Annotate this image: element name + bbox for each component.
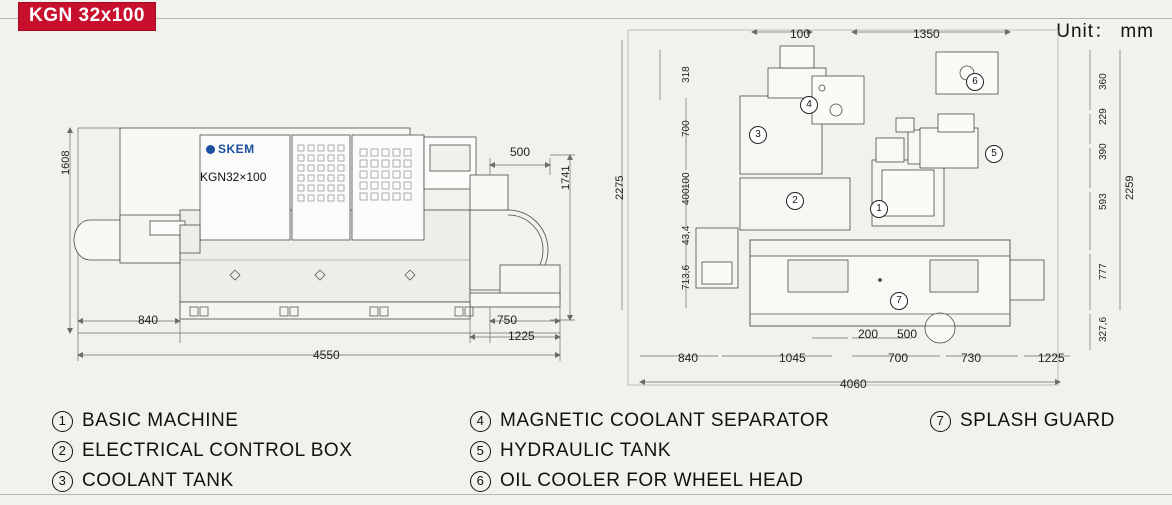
legend-label: COOLANT TANK: [82, 470, 234, 491]
dim-front-750: 750: [497, 313, 518, 327]
dim-right-229: 229: [1098, 108, 1109, 125]
dim-front-height-right: 1741: [560, 165, 572, 190]
legend-column-1: [52, 406, 352, 496]
legend-label: ELECTRICAL CONTROL BOX: [82, 440, 353, 461]
legend-label: SPLASH GUARD: [960, 410, 1115, 431]
legend-column-2: [470, 406, 829, 496]
legend-number: 5: [470, 441, 491, 462]
dim-front-4550: 4550: [313, 348, 340, 362]
legend-item: [470, 406, 829, 436]
legend-item: [930, 406, 1115, 436]
dim-bottom-1045: 1045: [779, 351, 806, 365]
callout-7: 7: [890, 292, 908, 310]
legend-column-3: [930, 406, 1115, 436]
dim-top-100: 100: [790, 27, 811, 41]
callout-2: 2: [786, 192, 804, 210]
legend-label: MAGNETIC COOLANT SEPARATOR: [500, 410, 830, 431]
legend-number: 4: [470, 411, 491, 432]
dim-front-500: 500: [510, 145, 531, 159]
dim-left-700: 700: [681, 120, 692, 137]
legend-label: BASIC MACHINE: [82, 410, 239, 431]
legend-item: [52, 406, 352, 436]
dim-bottom-840: 840: [678, 351, 699, 365]
dim-bottom-500: 500: [897, 327, 918, 341]
legend-item: [470, 466, 829, 496]
dim-left-318: 318: [681, 66, 692, 83]
callout-5: 5: [985, 145, 1003, 163]
legend-number: 1: [52, 411, 73, 432]
callout-1: 1: [870, 200, 888, 218]
dim-front-840: 840: [138, 313, 159, 327]
legend-label: OIL COOLER FOR WHEEL HEAD: [500, 470, 804, 491]
legend-item: [52, 466, 352, 496]
legend-number: 7: [930, 411, 951, 432]
dim-left-43-4: 43,4: [681, 225, 692, 245]
callout-3: 3: [749, 126, 767, 144]
dim-bottom-1225: 1225: [1038, 351, 1065, 365]
dim-right-2259: 2259: [1124, 175, 1136, 200]
model-badge: KGN 32x100: [18, 2, 156, 31]
dim-left-2275: 2275: [614, 175, 626, 200]
dim-left-400: 400: [681, 188, 692, 205]
brand-logo-label: SKEM: [206, 142, 255, 156]
dim-left-713-6: 713,6: [681, 264, 692, 290]
dim-left-100: 100: [681, 172, 692, 189]
dim-top-1350: 1350: [913, 27, 940, 41]
dim-right-327-6: 327,6: [1098, 316, 1109, 342]
dim-bottom-200: 200: [858, 327, 879, 341]
unit-label: Unit： mm: [1056, 21, 1154, 42]
dim-right-593: 593: [1098, 193, 1109, 210]
dim-right-390: 390: [1098, 143, 1109, 160]
legend-item: [470, 436, 829, 466]
brand-dot-icon: [206, 145, 215, 154]
callout-6: 6: [966, 73, 984, 91]
dim-front-height-left: 1608: [60, 150, 72, 175]
legend-number: 3: [52, 471, 73, 492]
dim-right-777: 777: [1098, 263, 1109, 280]
callout-4: 4: [800, 96, 818, 114]
dim-bottom-total: 4060: [840, 377, 867, 391]
dim-bottom-700: 700: [888, 351, 909, 365]
legend-item: [52, 436, 352, 466]
legend-label: HYDRAULIC TANK: [500, 440, 671, 461]
machine-model-label: KGN32×100: [200, 170, 267, 184]
legend-number: 2: [52, 441, 73, 462]
legend-number: 6: [470, 471, 491, 492]
dim-right-360: 360: [1098, 73, 1109, 90]
dim-bottom-730: 730: [961, 351, 982, 365]
dim-front-1225: 1225: [508, 329, 535, 343]
